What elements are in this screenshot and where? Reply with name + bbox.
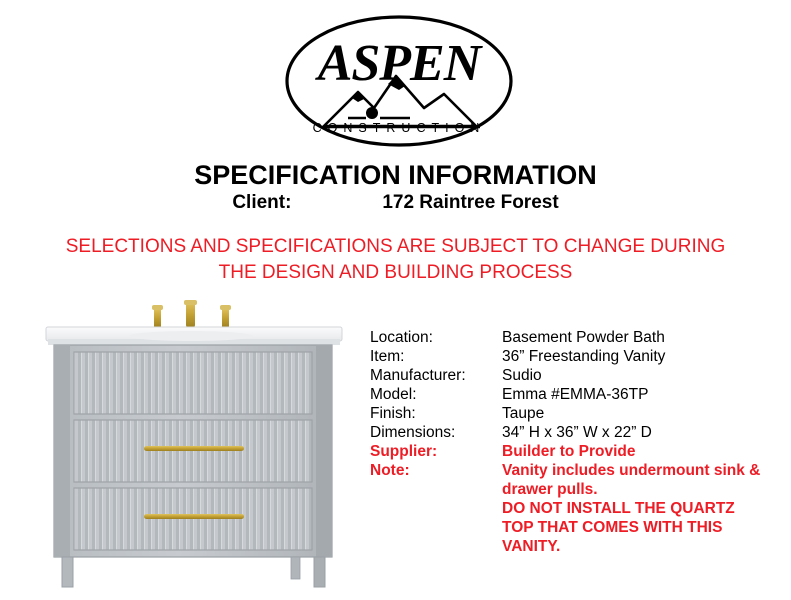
logo-subtitle-text: CONSTRUCTION xyxy=(312,121,486,135)
spec-value: 34” H x 36” W x 22” D xyxy=(502,424,652,441)
drawer-pull-bottom xyxy=(144,514,244,519)
spec-label: Finish: xyxy=(370,405,416,422)
spec-value: Vanity includes undermount sink & drawer pulls. xyxy=(502,462,761,498)
spec-label: Manufacturer: xyxy=(370,367,466,384)
faucet-set xyxy=(152,300,231,328)
spec-value: 36” Freestanding Vanity xyxy=(502,348,666,365)
spec-row xyxy=(370,328,770,347)
logo-brand-text: ASPEN xyxy=(317,35,481,92)
spec-value: Builder to Provide xyxy=(502,443,636,460)
spec-value: Emma #EMMA-36TP xyxy=(502,386,649,403)
spec-row xyxy=(370,404,770,423)
quartz-countertop xyxy=(46,327,342,345)
spec-row xyxy=(370,385,770,404)
spec-label: Supplier: xyxy=(370,443,438,460)
spec-row xyxy=(370,347,770,366)
disclaimer-line-2: THE DESIGN AND BUILDING PROCESS xyxy=(218,261,573,283)
client-label: Client: xyxy=(232,192,292,213)
spec-label: Location: xyxy=(370,329,433,346)
spec-value: DO NOT INSTALL THE QUARTZ TOP THAT COMES WITH THIS VANITY. xyxy=(502,500,735,555)
spec-value: Sudio xyxy=(502,367,542,384)
vanity-legs xyxy=(62,557,325,587)
freestanding-vanity-photo xyxy=(36,300,366,590)
spec-row xyxy=(370,366,770,385)
vanity-cabinet xyxy=(54,345,332,557)
page-title: SPECIFICATION INFORMATION xyxy=(194,160,597,190)
disclaimer-line-1: SELECTIONS AND SPECIFICATIONS ARE SUBJECT TO CHANGE DURING xyxy=(65,236,726,257)
spec-row xyxy=(370,442,770,461)
client-row xyxy=(0,192,791,214)
vanity-illustration xyxy=(36,300,366,590)
drawer-pull-middle xyxy=(144,446,244,451)
spec-row xyxy=(370,461,770,499)
client-value: 172 Raintree Forest xyxy=(382,192,559,213)
disclaimer-text xyxy=(60,234,731,285)
spec-label: Model: xyxy=(370,386,417,403)
spec-label: Note: xyxy=(370,462,410,479)
spec-row xyxy=(370,499,770,556)
spec-value: Taupe xyxy=(502,405,545,422)
spec-label: Dimensions: xyxy=(370,424,456,441)
specification-list xyxy=(370,328,770,556)
spec-row xyxy=(370,423,770,442)
company-logo xyxy=(284,14,514,148)
spec-label: Item: xyxy=(370,348,405,365)
spec-value: Basement Powder Bath xyxy=(502,329,665,346)
